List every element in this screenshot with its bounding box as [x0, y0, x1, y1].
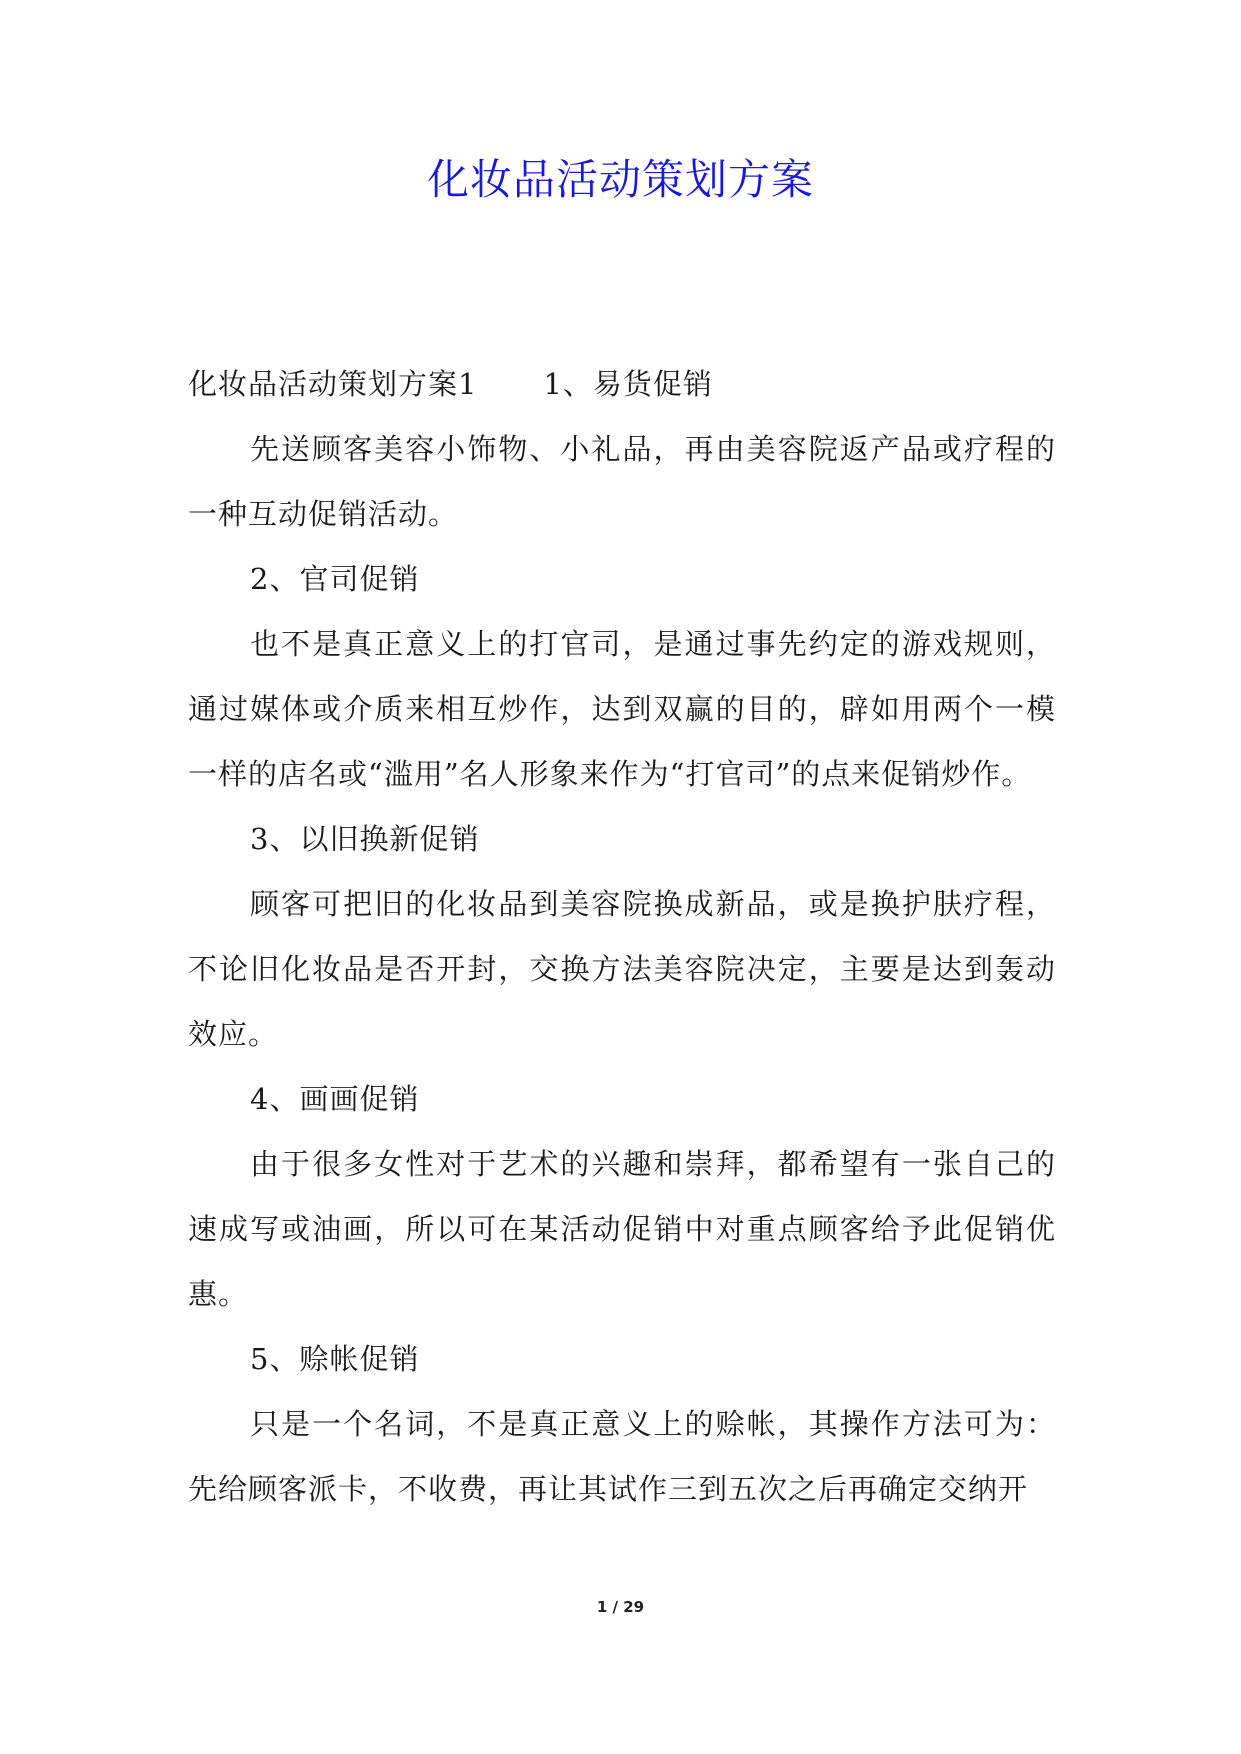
document-title: 化妆品活动策划方案 [426, 155, 814, 204]
item-heading-3: 3、以旧换新促销 [250, 822, 480, 856]
item-heading-5: 5、赊帐促销 [250, 1342, 420, 1376]
item-heading-1: 1、易货促销 [543, 367, 713, 401]
paragraph-3: 顾客可把旧的化妆品到美容院换成新品，或是换护肤疗程，不论旧化妆品是否开封，交换方法美容院决定，主要是达到轰动效应。 [188, 887, 1056, 1051]
paragraph-5: 只是一个名词，不是真正意义上的赊帐，其操作方法可为：先给顾客派卡，不收费，再让其试作三到五次之后再确定交纳开 [188, 1407, 1056, 1506]
page-indicator: 1 / 29 [596, 1598, 645, 1616]
item-heading-4: 4、画画促销 [250, 1082, 420, 1116]
section-heading: 化妆品活动策划方案1 [188, 367, 478, 401]
paragraph-2: 也不是真正意义上的打官司，是通过事先约定的游戏规则，通过媒体或介质来相互炒作，达到双赢的目的，辟如用两个一模一样的店名或“滥用”名人形象来作为“打官司”的点来促销炒作。 [188, 627, 1056, 791]
item-heading-2: 2、官司促销 [250, 562, 420, 596]
document-body [188, 352, 1056, 1522]
first-line [188, 352, 1056, 417]
paragraph-4: 由于很多女性对于艺术的兴趣和崇拜，都希望有一张自己的速成写或油画，所以可在某活动促销中对重点顾客给予此促销优惠。 [188, 1147, 1056, 1311]
paragraph-1: 先送顾客美容小饰物、小礼品，再由美容院返产品或疗程的一种互动促销活动。 [188, 432, 1056, 531]
